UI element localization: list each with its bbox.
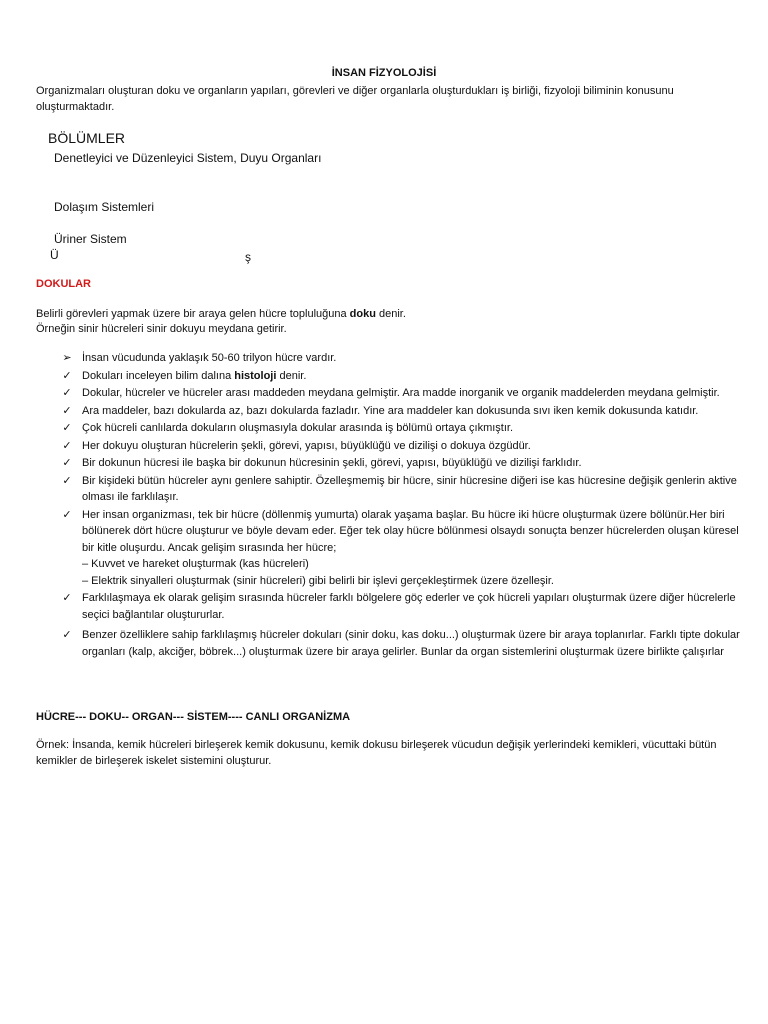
- dokular-heading: DOKULAR: [36, 278, 91, 290]
- list-item: [60, 403, 750, 420]
- definition-text: Belirli görevleri yapmak üzere bir araya gelen hücre topluluğuna: [36, 308, 350, 320]
- list-item: [60, 350, 750, 367]
- stray-char: ş: [245, 250, 251, 264]
- list-item: [60, 590, 750, 623]
- list-subitem: – Kuvvet ve hareket oluşturmak (kas hücreleri): [82, 558, 309, 570]
- section-item: Üriner Sistem: [54, 232, 127, 246]
- list-item-text: Her insan organizması, tek bir hücre (döllenmiş yumurta) olarak yaşama başlar. Bu hücre iki hücre oluşturmak üzere bölünür.Her biri bölünerek dört hücre oluşturur ve böyle devam eder. Eğer tek olay hücre bölünmesi olsaydı sonuçta benzer hücrelerden oluşan küresel bir kitle oluşurdu. Ancak gelişim sırasında her hücre;: [82, 508, 739, 554]
- definition-term: doku: [349, 308, 376, 320]
- list-item-text: Ara maddeler, bazı dokularda az, bazı dokularda fazladır. Yine ara maddeler kan dokusunda sıvı iken kemik dokusunda katıdır.: [82, 404, 699, 417]
- list-item-text: Her dokuyu oluşturan hücrelerin şekli, görevi, yapısı, büyüklüğü ve dizilişi o dokuya özgüdür.: [82, 439, 531, 452]
- section-item: Denetleyici ve Düzenleyici Sistem, Duyu Organları: [54, 151, 322, 165]
- sections-heading: BÖLÜMLER: [48, 130, 126, 146]
- list-item-text: Dokuları inceleyen bilim dalına: [82, 369, 235, 382]
- list-item-text: İnsan vücudunda yaklaşık 50-60 trilyon hücre vardır.: [82, 352, 337, 364]
- list-item: [60, 507, 750, 590]
- example-paragraph: Örnek: İnsanda, kemik hücreleri birleşerek kemik dokusunu, kemik dokusu birleşerek vücudun değişik yerlerindeki kemikleri, vücuttaki bütün kemikler de birleşerek iskelet sistemini oluşturur.: [36, 739, 717, 767]
- list-item-text: Çok hücreli canlılarda dokuların oluşmasıyla dokular arasında iş bölümü ortaya çıkmıştır.: [82, 422, 514, 434]
- list-item-term: histoloji: [234, 369, 277, 382]
- list-item-text: Farklılaşmaya ek olarak gelişim sırasında hücreler farklı bölgelere göç ederler ve çok hücreli yapıları oluşturmak üzere diğer hücrelerle seçici bağlantılar oluştururlar.: [82, 592, 736, 621]
- bullet-list: [60, 350, 750, 661]
- checkmark-icon: ✓: [62, 439, 72, 452]
- list-item: [60, 438, 750, 455]
- checkmark-icon: ✓: [62, 629, 72, 641]
- list-item-text: Dokular, hücreler ve hücreler arası maddeden meydana gelmiştir. Ara madde inorganik ve organik maddelerden meydana gelmiştir.: [82, 387, 720, 399]
- list-item: [60, 627, 750, 660]
- list-item-text: Bir kişideki bütün hücreler aynı genlere sahiptir. Özelleşmemiş bir hücre, sinir hücresine diğeri ise kas hücresine değişik genlerin aktive olması ile farklılaşır.: [82, 474, 737, 503]
- stray-char: Ü: [50, 248, 59, 262]
- document-title: İNSAN FİZYOLOJİSİ: [331, 67, 437, 79]
- checkmark-icon: ✓: [62, 457, 72, 469]
- checkmark-icon: ✓: [62, 387, 72, 399]
- list-item: [60, 473, 750, 506]
- definition-line: [36, 306, 406, 322]
- checkmark-icon: ✓: [62, 404, 72, 417]
- checkmark-icon: ✓: [62, 508, 72, 521]
- intro-paragraph: Organizmaları oluşturan doku ve organların yapıları, görevleri ve diğer organlarla oluşturdukları iş birliği, fizyoloji biliminin konusunu oluşturmaktadır.: [36, 85, 674, 113]
- list-item-text: denir.: [276, 369, 307, 382]
- checkmark-icon: ✓: [62, 369, 72, 382]
- checkmark-icon: ✓: [62, 592, 72, 604]
- list-item-text: Bir dokunun hücresi ile başka bir dokunun hücresinin şekli, görevi, yapısı, büyüklüğü ve dizilişi farklıdır.: [82, 457, 582, 469]
- list-item: [60, 385, 750, 402]
- list-item: [60, 420, 750, 437]
- checkmark-icon: ✓: [62, 474, 72, 487]
- arrow-bullet-icon: ➢: [62, 352, 72, 364]
- checkmark-icon: ✓: [62, 422, 72, 434]
- definition-text: denir.: [375, 308, 406, 320]
- list-item: [60, 368, 750, 385]
- list-item: [60, 455, 750, 472]
- list-item-text: Benzer özelliklere sahip farklılaşmış hücreler dokuları (sinir doku, kas doku...) oluşturmak üzere bir araya toplanırlar. Farklı tipte dokular organları (kalp, akciğer, böbrek...) oluşturmak üzere bir araya gelirler. Bunlar da organ sistemlerini oluşturmak üzere birlikte çalışırlar: [82, 629, 740, 658]
- list-subitem: – Elektrik sinyalleri oluşturmak (sinir hücreleri) gibi belirli bir işlevi gerçekleştirmek üzere özelleşir.: [82, 574, 554, 587]
- hierarchy-chain: HÜCRE--- DOKU-- ORGAN--- SİSTEM---- CANLI ORGANİZMA: [36, 711, 351, 723]
- section-item: Dolaşım Sistemleri: [54, 200, 155, 214]
- definition-example: Örneğin sinir hücreleri sinir dokuyu meydana getirir.: [36, 323, 287, 335]
